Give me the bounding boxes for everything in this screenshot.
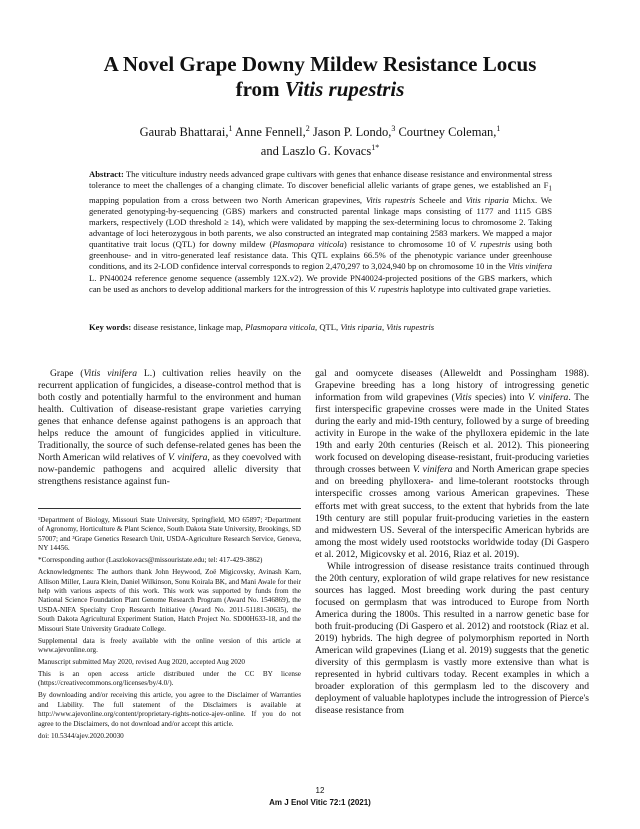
- author-affiliation: 1*: [371, 143, 380, 153]
- body-column-left: [38, 368, 301, 488]
- journal-citation: Am J Enol Vitic 72:1 (2021): [269, 798, 371, 807]
- body-paragraph: Grape (Vitis vinifera L.) cultivation relies heavily on the recurrent application of fungicides, a disease-control method that is both costly and potentially harmful to the environment and human health. Cultivation of disease-resistant grape varieties carrying genes that enhance defense against pathogens is an approach that helps reduce the amount of fungicides applied in viticulture. Traditionally, the source of such defense-related genes has been the North American wild relatives of V. vinifera, as they coevolved with now-pandemic pathogens and acquired allelic diversity that strengthens resistance against fun-: [38, 368, 302, 488]
- footnote-disclaimer: By downloading and/or receiving this article, you agree to the Disclaimer of Warranties and Liability. The full statement of the Disclaimers is available at http://www.ajevonline.org/content/proprietary-rights-notice-ajev-online. If you do not agree to the Disclaimers, do not download and/or accept this article.: [38, 691, 301, 728]
- author-name: Courtney Coleman,: [398, 125, 497, 140]
- title-line-2: from Vitis rupestris: [235, 77, 405, 101]
- abstract-label: Abstract:: [89, 169, 124, 179]
- footnote-affiliations: ¹Department of Biology, Missouri State University, Springfield, MO 65897; ²Department of Agronomy, Horticulture & Plant Science, South Dakota State University, Brookings, SD 57007; and ³Grape Genetics Research Unit, USDA-Agriculture Research Service, Geneva, NY 14456.: [38, 516, 301, 553]
- author-list: [60, 121, 580, 159]
- keywords: Key words: disease resistance, linkage map, Plasmopara viticola, QTL, Vitis riparia, Vitis rupestris: [89, 322, 435, 332]
- title-line-1: A Novel Grape Downy Mildew Resistance Locus: [103, 52, 537, 76]
- author-affiliation: 2: [305, 124, 310, 133]
- author-name: Anne Fennell,: [234, 125, 306, 140]
- author-line-1: [60, 121, 580, 140]
- author-name: and Laszlo G. Kovacs: [260, 144, 372, 159]
- page-number: 12: [315, 786, 325, 795]
- footnote-license: This is an open access article distributed under the CC BY license (https://creativecommons.org/licenses/by/4.0/).: [38, 670, 301, 688]
- author-affiliation: 1: [228, 124, 233, 133]
- keywords-label: Key words:: [89, 322, 132, 332]
- footnote-doi: doi: 10.5344/ajev.2020.20030: [38, 731, 124, 740]
- author-line-2: [60, 140, 580, 159]
- footnote-supplemental: Supplemental data is freely available with the online version of this article at www.ajevonline.org.: [38, 636, 301, 655]
- author-affiliation: 1: [496, 124, 501, 133]
- footnote-divider: [38, 508, 301, 509]
- article-title: [40, 52, 600, 102]
- footnote-manuscript: Manuscript submitted May 2020, revised Aug 2020, accepted Aug 2020: [38, 658, 246, 667]
- footnote-acknowledgments: Acknowledgments: The authors thank John Heywood, Zoë Migicovsky, Avinash Karn, Allison Miller, Laura Klein, Daniel Wilkinson, Sonu Koirala BK, and Mani Awale for their help with various aspects of this work. This work was supported by funds from the National Science Foundation Plant Genome Research Program (Award No. 1546869), the USDA-NIFA Specialty Crop Research Initiative (Award No. 2011-51181-30635), the South Dakota Agricultural Experiment Station, Hatch Project No. SD00H633-18, and the Missouri State University Graduate College.: [38, 568, 301, 633]
- author-name: Gaurab Bhattarai,: [139, 125, 229, 140]
- footnote-corresponding: *Corresponding author (Laszlokovacs@missouristate.edu; tel: 417-429-3862): [38, 556, 263, 565]
- footnotes: [38, 516, 301, 744]
- body-paragraph: While introgression of disease resistance traits continued through the 20th century, exploration of wild grape relatives for new resistance sources has lagged. Most breeding work during the past century focused on germplasm that was introduced to Europe from North America during the 1800s. This resulted in a narrow genetic base for both fruit-producing (Di Gaspero et al. 2012) and rootstock (Riaz et al. 2019) hybrids. The high degree of polymorphism reported in North American wild grapevines (Liang et al. 2019) suggests that the genetic diversity of this germplasm is vastly more extensive than what is represented in hybrid cultivars today. Recent examples in which a broader exploration of this germplasm led to the discovery and deployment of valuable haplotypes include the introgression of Pierce's disease resistance from: [315, 560, 590, 717]
- abstract: Abstract: The viticulture industry needs advanced grape cultivars with genes that enhance disease resistance and environmental stress tolerance to meet the challenges of a changing climate. To discover beneficial allelic variants of grape genes, we established an $F_1$ mapping population from a cross between two North American grapevines, Vitis rupestris Scheele and Vitis riparia Michx. We generated genotyping-by-sequencing (GBS) markers and constructed parental linkage maps consisting of 1177 and 1115 GBS markers, respectively (LOD threshold ≥ 14), which were validated by mapping the sex-determining locus to chromosome 2. Taking advantage of loci heterozygous in both parents, we also constructed an integrated map containing 2583 markers. We mapped a major quantitative trait locus (QTL) for downy mildew (Plasmopara viticola) resistance to chromosome 10 of V. rupestris using both greenhouse- and in vitro-generated leaf resistance data. This QTL explains 66.5% of the phenotypic variance under greenhouse conditions, and its 2-LOD confidence interval corresponds to region 2,470,297 to 3,024,940 bp on chromosome 10 in the Vitis vinifera L. PN40024 reference genome sequence (assembly 12X.v2). We provide PN40024-projected positions of the GBS markers, which can be used as anchors to develop additional markers for the introgression of this V. rupestris haplotype into cultivated grape varieties.: [89, 169, 553, 294]
- author-affiliation: 3: [391, 124, 396, 133]
- body-column-right: [315, 368, 589, 717]
- author-name: Jason P. Londo,: [312, 125, 392, 140]
- body-paragraph: gal and oomycete diseases (Alleweldt and Possingham 1988). Grapevine breeding has a long history of introgressing genetic information from wild grapevines (Vitis species) into V. vinifera. The first interspecific grapevine crosses were made in the United States during the early and mid-19th century, followed by a surge of breeding activity in Europe in the wake of the phylloxera epidemic in the late 19th and early 20th centuries (Reisch et al. 2012). This pioneering work focused on developing disease-resistant, fruit-producing varieties through crosses between V. vinifera and North American grape species and on breeding phylloxera- and lime-tolerant rootstocks through interspecific crosses among various American grapevines. These efforts met with great success, to the extent that hybrids from the late 19th century are still popular fruit-producing varieties in the eastern and midwestern US. Several of the interspecific American hybrids are among the most widely used rootstocks worldwide today (Di Gaspero et al. 2012, Migicovsky et al. 2016, Riaz et al. 2019).: [315, 368, 590, 560]
